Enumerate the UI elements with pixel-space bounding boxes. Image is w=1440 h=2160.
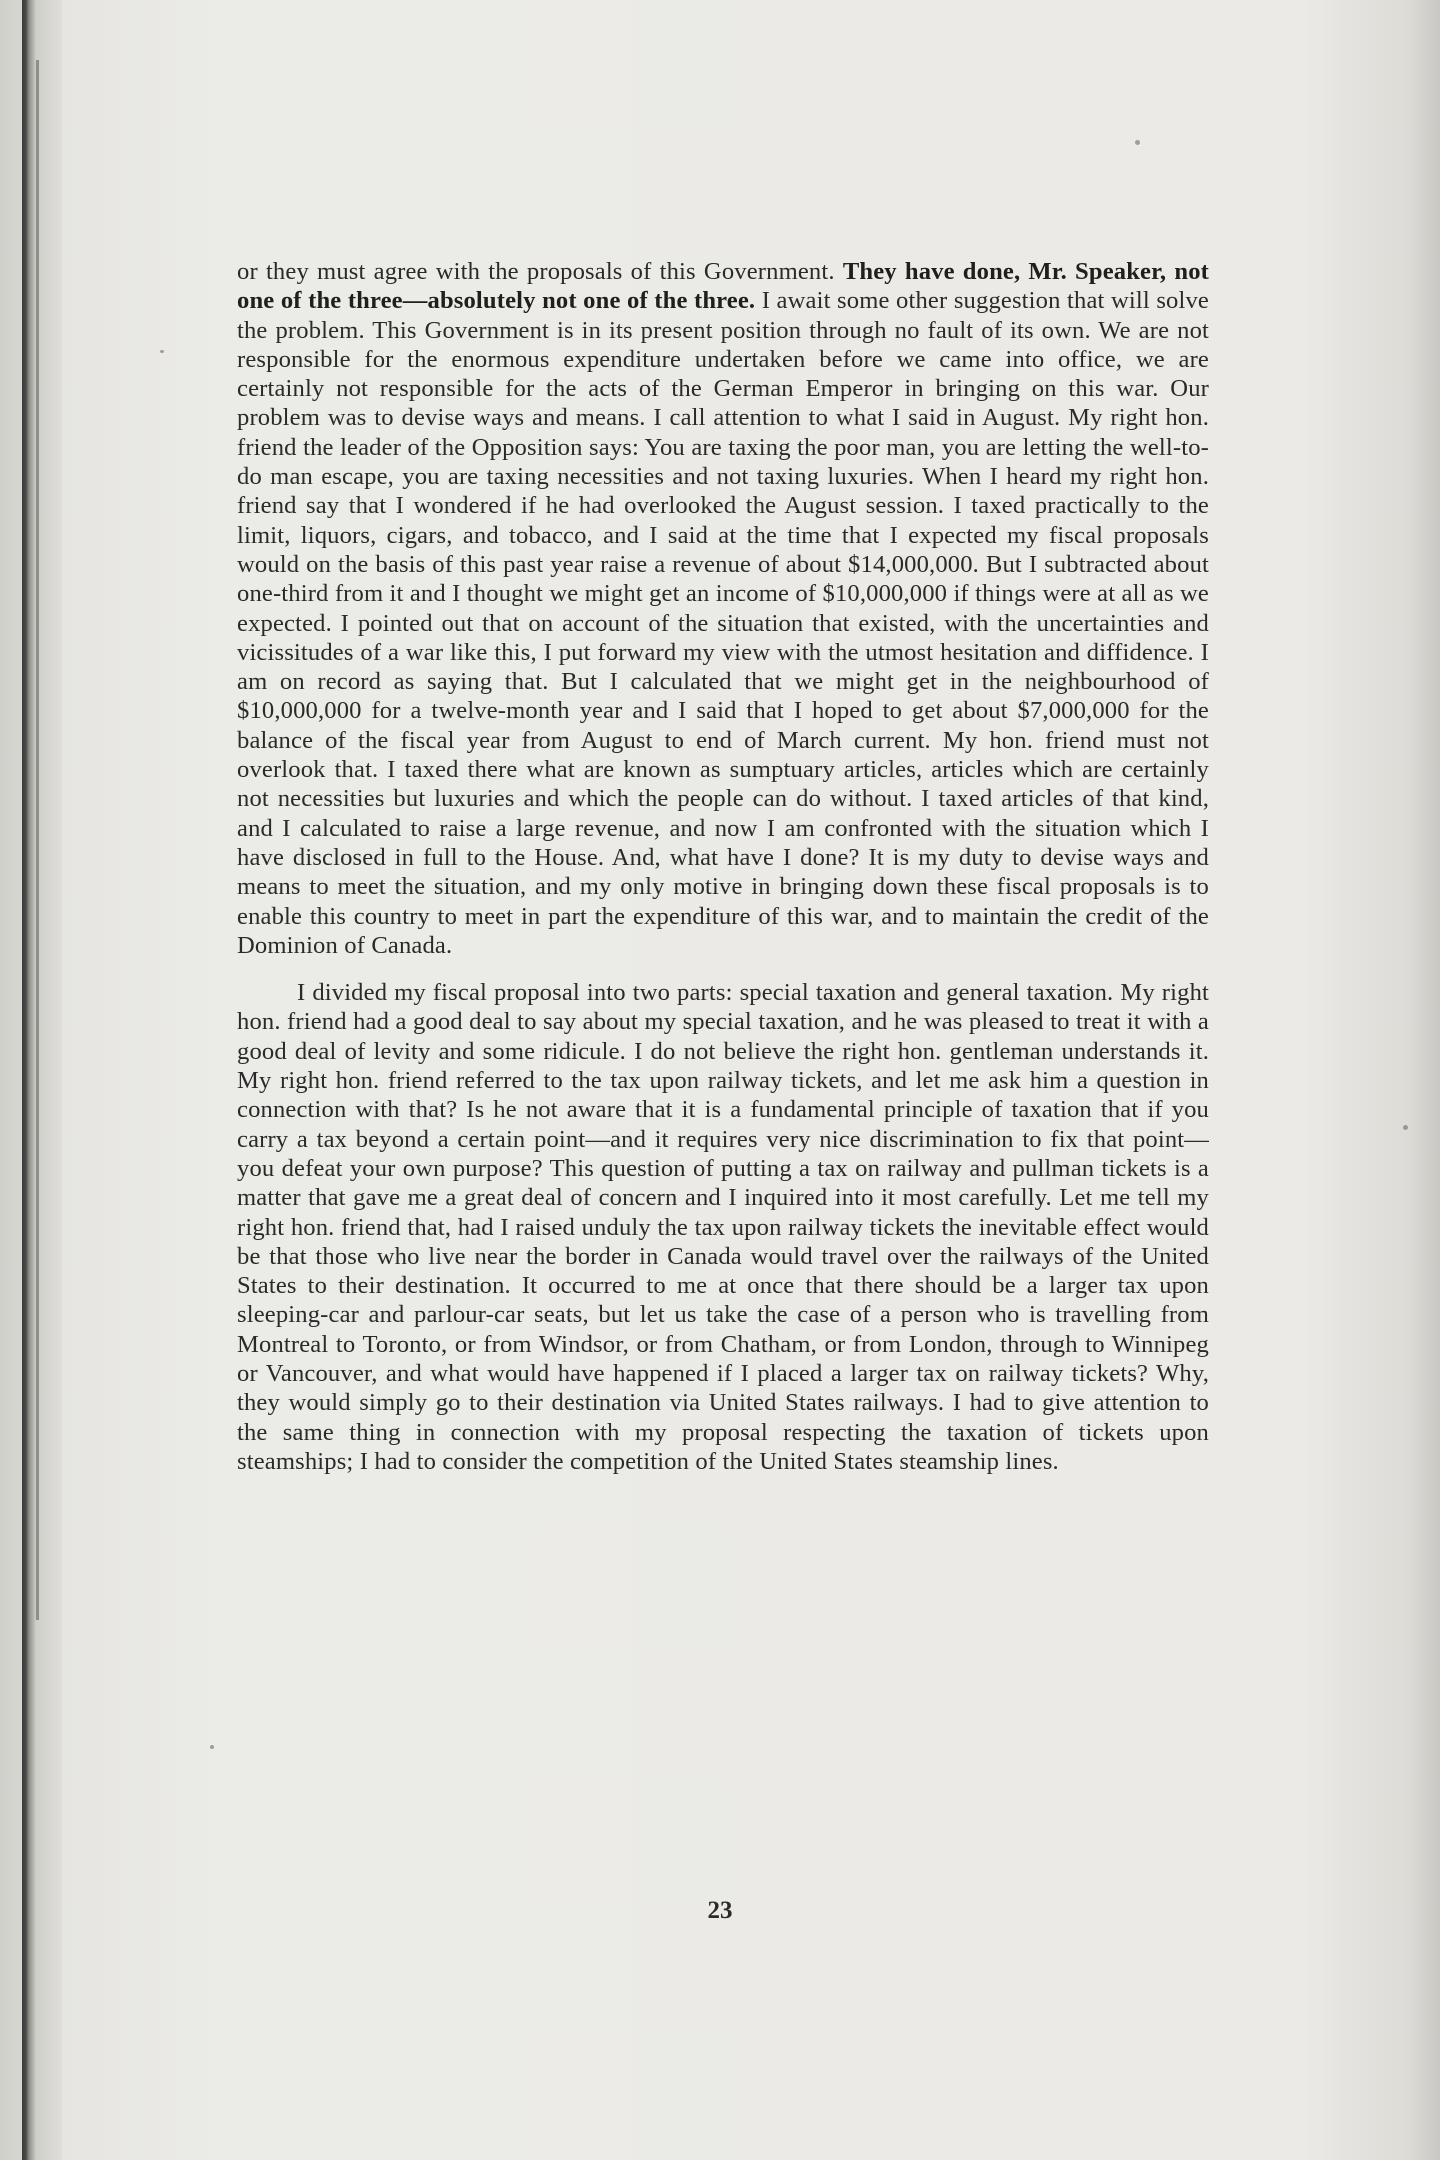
paragraph-1-bold: They have done, Mr. Speaker, not one of the three—absolutely not one of the three. <box>237 258 1209 315</box>
paper-speck <box>160 350 164 353</box>
book-spine-shadow <box>22 0 62 2160</box>
paragraph-2: I divided my fiscal proposal into two parts: special taxation and general taxation. My right hon. friend had a good deal to say about my special taxation, and he was pleased to treat it with a good deal of levity and some ridicule. I do not believe the right hon. gentleman understands it. My right hon. friend referred to the tax upon railway tickets, and let me ask him a question in connection with that? Is he not aware that it is a fundamental principle of taxation that if you carry a tax beyond a certain point—and it requires very nice discrimination to fix that point—you defeat your own purpose? This question of putting a tax on railway and pullman tickets is a matter that gave me a great deal of concern and I inquired into it most carefully. Let me tell my right hon. friend that, had I raised unduly the tax upon railway tickets the inevitable effect would be that those who live near the border in Canada would travel over the railways of the United States to their destination. It occurred to me at once that there should be a larger tax upon sleeping-car and parlour-car seats, but let us take the case of a person who is travelling from Montreal to Toronto, or from Windsor, or from Chatham, or from London, through to Winnipeg or Vancouver, and what would have happened if I placed a larger tax on railway tickets? Why, they would simply go to their destination via United States railways. I had to give attention to the same thing in connection with my proposal respecting the taxation of tickets upon steamships; I had to consider the competition of the United States steamship lines. <box>237 979 1209 1475</box>
paragraph-1-lead: or they must agree with the proposals of this Government. <box>237 258 843 285</box>
paper-speck <box>1403 1125 1408 1130</box>
paragraph-1 <box>237 257 1209 960</box>
spine-edge-line <box>36 60 39 1620</box>
body-text <box>237 257 1209 1476</box>
paper-speck <box>1135 140 1140 145</box>
paper-speck <box>210 1745 214 1749</box>
paragraph-1-rest: I await some other suggestion that will solve the problem. This Government is in its present position through no fault of its own. We are not responsible for the enormous expenditure undertaken before we came into office, we are certainly not responsible for the acts of the German Emperor in bringing on this war. Our problem was to devise ways and means. I call attention to what I said in August. My right hon. friend the leader of the Opposition says: You are taxing the poor man, you are letting the well-to-do man escape, you are taxing necessities and not taxing luxuries. When I heard my right hon. friend say that I wondered if he had overlooked the August session. I taxed practically to the limit, liquors, cigars, and tobacco, and I said at the time that I expected my fiscal proposals would on the basis of this past year raise a revenue of about $14,000,000. But I subtracted about one-third from it and I thought we might get an income of $10,000,000 if things were at all as we expected. I pointed out that on account of the situation that existed, with the uncertainties and vicissitudes of a war like this, I put forward my view with the utmost hesitation and diffidence. I am on record as saying that. But I calculated that we might get in the neighbourhood of $10,000,000 for a twelve-month year and I said that I hoped to get about $7,000,000 for the balance of the fiscal year from August to end of March current. My hon. friend must not overlook that. I taxed there what are known as sumptuary articles, articles which are certainly not necessities but luxuries and which the people can do without. I taxed articles of that kind, and I calculated to raise a large revenue, and now I am confronted with the situation which I have disclosed in full to the House. And, what have I done? It is my duty to devise ways and means to meet the situation, and my only motive in bringing down these fiscal proposals is to enable this country to meet in part the expenditure of this war, and to maintain the credit of the Dominion of Canada. <box>237 287 1209 959</box>
page-number: 23 <box>707 1897 733 1924</box>
